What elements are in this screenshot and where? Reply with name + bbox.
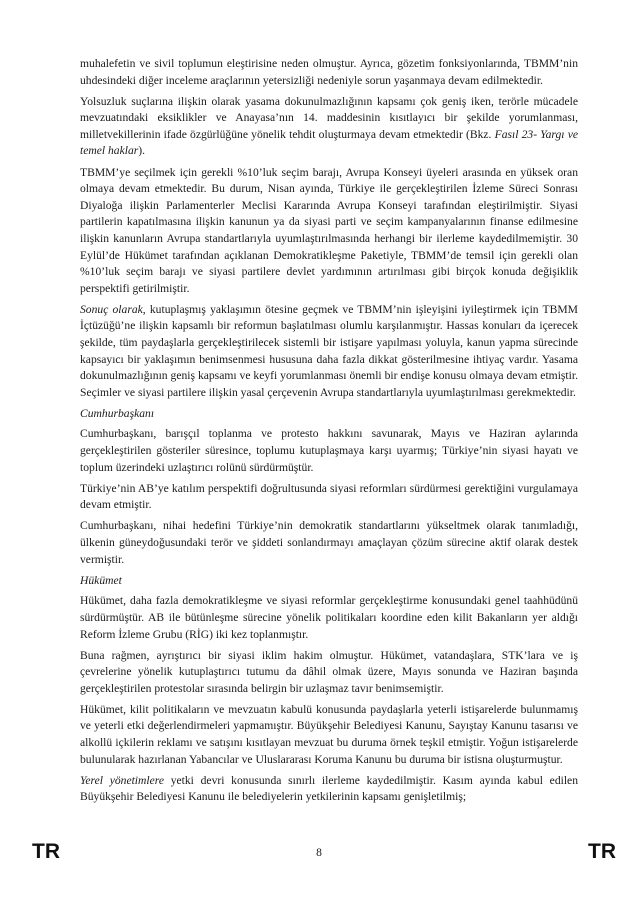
lead-phrase: Yerel yönetimlere	[80, 773, 164, 787]
paragraph	[80, 94, 578, 160]
paragraph: Hükümet, daha fazla demokratikleşme ve siyasi reformlar gerçekleştirme konusundaki genel taahhüdünü sürdürmüştür. AB ile bütünleşme sürecine yönelik politikaları koordine eden kilit Bakanların yer aldığı Reform İzleme Grubu (RİG) iki kez toplanmıştır.	[80, 594, 578, 641]
paragraph: Cumhurbaşkanı, barışçıl toplanma ve protesto hakkını savunarak, Mayıs ve Haziran aylarında gerçekleştirilen gösteriler süresince, toplumu kutuplaşmaya karşı uyarmış; Türkiye’nin siyasi hayatı ve toplum üzerindeki uzlaştırıcı rolünü sürdürmüştür.	[80, 427, 578, 474]
paragraph: Cumhurbaşkanı, nihai hedefini Türkiye’nin demokratik standartlarını yükseltmek olarak tanımladığı, ülkenin güneydoğusundaki terör ve şiddeti sonlandırmayı amaçlayan çözüm sürecine aktif olarak destek vermiştir.	[80, 519, 578, 566]
page-body	[80, 56, 578, 810]
paragraph	[80, 302, 578, 402]
section-heading-cumhurbaskani: Cumhurbaşkanı	[80, 406, 155, 420]
section-heading-hukumet: Hükümet	[80, 573, 122, 587]
country-mark-right: TR	[588, 840, 616, 863]
paragraph: Hükümet, kilit politikaların ve mevzuatın kabulü konusunda paydaşlarla yeterli istişarelerde bulunmamış ve yeterli etki değerlendirmeleri yapmamıştır. Büyükşehir Belediyesi Kanunu, Sayıştay Kanunu tasarısı ve alkollü içkilerin reklamı ve satışını kısıtlayan mevzuat bu duruma örnek teşkil etmiştir. Yoğun istişarelerde bulunularak hazırlanan Yabancılar ve Uluslararası Koruma Kanunu bu duruma bir istisna oluşturmuştur.	[80, 702, 578, 766]
paragraph-text: , kutuplaşmış yaklaşımın ötesine geçmek ve TBMM’nin işleyişini iyileştirmek için TBMM İçtüzüğü’ne ilişkin kapsamlı bir reformun başlatılması olumlu karşılanmıştır. Hassas konuları da içerecek şekilde, tüm paydaşlarla gerçekleştirilecek sistemli bir istişare yapılması yoluyla, kanun yapma sürecinde kapsayıcı bir yaklaşımın benimsenmesi hususuna daha fazla dikkat gösterilmesine ihtiyaç vardır. Yasama dokunulmazlığının geniş kapsamı ve keyfi yorumlanması önemli bir endişe konusu olmaya devam etmiştir. Seçimler ve siyasi partilere ilişkin yasal çerçevenin Avrupa standartlarıyla uyumlaştırılması gerekmektedir.	[80, 302, 578, 399]
paragraph: Türkiye’nin AB’ye katılım perspektifi doğrultusunda siyasi reformları sürdürmesi gerektiğini vurgulamaya devam etmiştir.	[80, 481, 578, 512]
paragraph: muhalefetin ve sivil toplumun eleştirisine neden olmuştur. Ayrıca, gözetim fonksiyonlarında, TBMM’nin uhdesindeki diğer inceleme araçlarının yetersizliği nedeniyle sorun yaşanmaya devam edilmektedir.	[80, 57, 578, 87]
chapter-reference: Fasıl 23- Yargı ve temel haklar	[80, 127, 578, 158]
paragraph-text: ).	[138, 144, 146, 158]
lead-phrase: Sonuç olarak	[80, 302, 143, 316]
paragraph-text: yetki devri konusunda sınırlı ilerleme kaydedilmiştir. Kasım ayında kabul edilen Büyükşehir Belediyesi Kanunu ile belediyelerin yetkilerinin kapsamı genişletilmiş;	[80, 773, 579, 804]
page-number: 8	[316, 846, 322, 859]
paragraph-text: Yolsuzluk suçlarına ilişkin olarak yasama dokunulmazlığının kapsamı çok geniş iken, terörle mücadele mevzuatındaki eksiklikler ve Anayasa’nın 14. maddesinin kısıtlayıcı bir şekilde yorumlanması, milletvekillerinin ifade özgürlüğüne yönelik tehdit oluşturmaya devam etmektedir (Bkz.	[80, 94, 578, 141]
paragraph: TBMM’ye seçilmek için gerekli %10’luk seçim barajı, Avrupa Konseyi üyeleri arasında en yüksek oran olmaya devam etmektedir. Bu durum, Nisan ayında, Türkiye ile gerçekleştirilen İzleme Süreci Sonrası Diyaloğa ilişkin Parlamenterler Meclisi Kararında Avrupa Konseyi tarafından eleştirilmiştir. Siyasi partilerin kapatılmasına ilişkin kanunun ya da siyasi parti ve seçim kampanyalarının finanse edilmesine ilişkin kanunların Avrupa standartlarıyla uyumlaştırılmasında herhangi bir ilerleme kaydedilmemiştir. 30 Eylül’de Hükümet tarafından açıklanan Demokratikleşme Paketiyle, TBMM’de temsil için gerekli olan %10’luk seçim barajı ve siyasi partilere devlet yardımının artırılması gibi birçok konuda değişiklik perspektifi getirilmiştir.	[80, 165, 578, 295]
country-mark-left: TR	[32, 840, 60, 863]
page-footer	[0, 840, 638, 864]
paragraph: Buna rağmen, ayrıştırıcı bir siyasi iklim hakim olmuştur. Hükümet, vatandaşlara, STK’lara ve iş çevrelerine yönelik kutuplaştırıcı tutumu da dâhil olmak üzere, Mayıs sonunda ve Haziran başında gerçekleştirilen protestolar sırasında belirgin bir uzlaşmaz tavır benimsemiştir.	[80, 648, 578, 695]
paragraph	[80, 773, 578, 806]
